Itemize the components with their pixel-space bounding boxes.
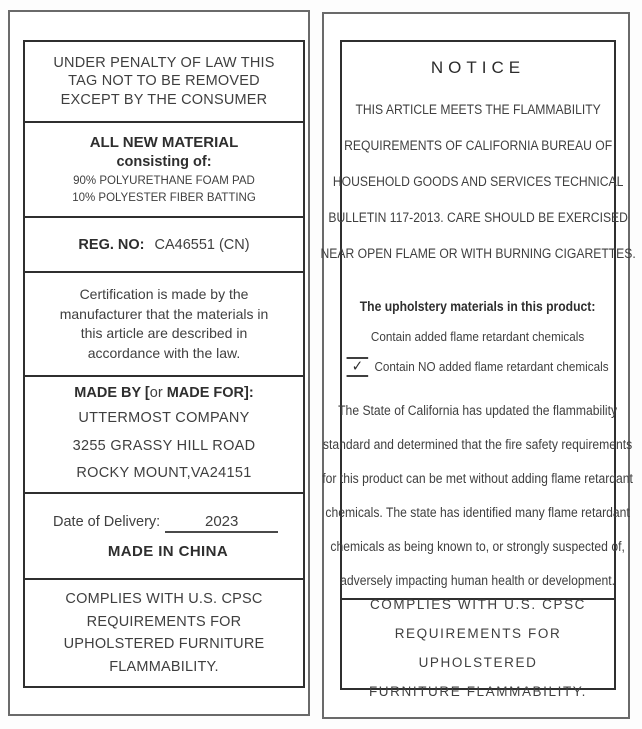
manufacturer-name: UTTERMOST COMPANY: [78, 410, 250, 427]
cpsc-line: COMPLIES WITH U.S. CPSC: [65, 591, 263, 607]
manufacturer-city: ROCKY MOUNT,VA24151: [76, 465, 252, 482]
upholstery-materials-block: [347, 292, 609, 382]
delivery-section: [25, 494, 303, 580]
cpsc-line: REQUIREMENTS FOR: [86, 613, 242, 630]
cpsc-line: UPHOLSTERED FURNITURE: [63, 636, 265, 652]
notice-page: [320, 12, 636, 719]
tb117-line: BULLETIN 117-2013. CARE SHOULD BE EXERCISED: [328, 210, 628, 225]
state-update-line: chemicals. The state has identified many flame retardant: [325, 505, 631, 520]
made-by-heading: [74, 381, 253, 405]
state-update-line: chemicals as being known to, or strongly suspected of,: [330, 539, 626, 554]
made-by-heading-part: MADE BY [: [74, 385, 150, 402]
made-by-heading-part: MADE FOR]:: [162, 385, 254, 402]
tb117-line: NEAR OPEN FLAME OR WITH BURNING CIGARETTES.: [320, 246, 636, 261]
option-contain-added: Contain added flame retardant chemicals: [371, 329, 585, 344]
manufacturer-street: 3255 GRASSY HILL ROAD: [72, 437, 256, 454]
country-of-origin: MADE IN CHINA: [107, 542, 229, 560]
penalty-line: TAG NOT TO BE REMOVED: [68, 73, 260, 90]
state-update-line: for this product can be met without adding flame retardant: [322, 471, 634, 486]
made-by-section: [25, 377, 303, 494]
certification-line: accordance with the law.: [87, 344, 241, 361]
registration-section: [25, 218, 303, 273]
notice-main-section: [320, 42, 636, 600]
cpsc-compliance-section: [25, 580, 303, 686]
material-subtitle: consisting of:: [116, 154, 212, 170]
penalty-notice-section: [25, 42, 303, 123]
material-content-line: 90% POLYURETHANE FOAM PAD: [73, 175, 255, 187]
upholstery-heading: The upholstery materials in this product:: [360, 299, 596, 314]
cpsc-line: REQUIREMENTS FOR UPHOLSTERED: [394, 626, 562, 670]
certification-line: Certification is made by the: [79, 286, 249, 302]
tb117-line: REQUIREMENTS OF CALIFORNIA BUREAU OF: [343, 138, 613, 153]
notice-title: NOTICE: [430, 58, 526, 77]
penalty-line: UNDER PENALTY OF LAW THIS: [53, 54, 275, 71]
material-title: ALL NEW MATERIAL: [89, 134, 239, 151]
cpsc-line: FURNITURE FLAMMABILITY.: [368, 684, 588, 699]
cpsc-line: COMPLIES WITH U.S. CPSC: [369, 597, 587, 612]
state-update-line: adversely impacting human health or development.: [340, 573, 616, 588]
state-update-line: standard and determined that the fire safety requirements: [323, 437, 633, 452]
material-content-line: 10% POLYESTER FIBER BATTING: [72, 192, 256, 204]
delivery-date-field: 2023: [165, 513, 278, 533]
state-update-paragraph: [323, 394, 634, 598]
registration-label: REG. NO:: [78, 236, 145, 253]
tb117-line: HOUSEHOLD GOODS AND SERVICES TECHNICAL: [332, 174, 624, 189]
made-by-heading-part: or: [149, 385, 163, 402]
tb117-line: THIS ARTICLE MEETS THE FLAMMABILITY: [355, 102, 601, 117]
checkmark-icon: ✓: [347, 357, 369, 377]
state-update-line: The State of California has updated the flammability: [338, 403, 618, 418]
delivery-label: Date of Delivery:: [53, 513, 161, 530]
registration-number: CA46551 (CN): [154, 236, 250, 253]
certification-section: [25, 273, 303, 377]
registration-row: [78, 237, 249, 253]
cpsc-line: FLAMMABILITY.: [109, 658, 219, 675]
certification-line: manufacturer that the materials in: [59, 305, 269, 322]
law-label-inner-box: [23, 40, 305, 688]
tb117-statement: [320, 92, 635, 272]
law-label-page: [8, 10, 310, 716]
delivery-row: [53, 513, 278, 533]
material-section: [25, 123, 303, 218]
cpsc-compliance-section: [342, 597, 614, 699]
option-checked-label: Contain NO added flame retardant chemicals: [374, 359, 610, 374]
option-contain-no-added: [347, 352, 609, 382]
certification-line: this article are described in: [80, 325, 248, 341]
penalty-line: EXCEPT BY THE CONSUMER: [60, 91, 268, 108]
notice-inner-box: [320, 40, 636, 699]
